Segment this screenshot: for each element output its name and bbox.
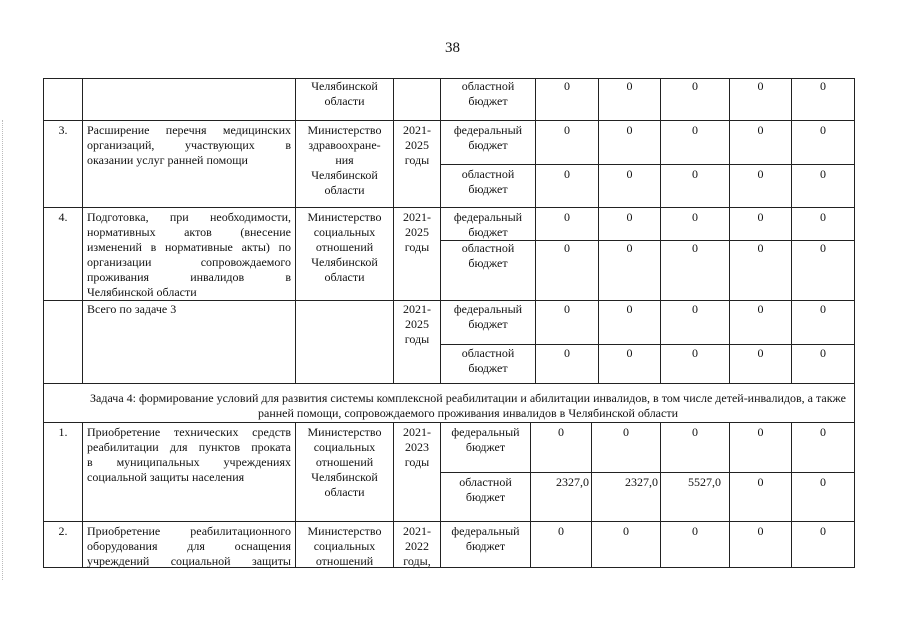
value-cell: 2327,0 — [625, 475, 658, 489]
value-cell: 0 — [692, 210, 698, 224]
value-cell: 0 — [564, 123, 570, 137]
value-cell: 0 — [626, 241, 633, 255]
source-cell: областной бюджет — [461, 346, 515, 375]
row-number: 4. — [58, 210, 68, 224]
value-cell: 0 — [757, 425, 764, 439]
value-cell: 0 — [820, 167, 826, 181]
years-cell: 2021- 2025 годы — [403, 302, 431, 346]
value-cell: 0 — [757, 167, 764, 181]
value-cell: 0 — [623, 425, 629, 439]
value-cell: 2327,0 — [556, 475, 589, 489]
value-cell: 0 — [757, 346, 764, 360]
task-heading: Задача 4: формирование условий для развития системы комплексной реабилитации и абилитации инвалидов, в том числе детей-инвалидов, а также ранней помощи, сопровождаемого проживания инвалидов в Челябинской области — [90, 391, 846, 420]
value-cell: 0 — [820, 524, 826, 538]
value-cell: 0 — [757, 524, 764, 538]
value-cell: 0 — [692, 524, 698, 538]
value-cell: 0 — [564, 241, 570, 255]
value-cell: 0 — [820, 210, 826, 224]
source-cell: областной бюджет — [461, 79, 515, 108]
source-cell: федеральный бюджет — [453, 123, 523, 152]
row-number: 2. — [58, 524, 68, 538]
value-cell: 0 — [692, 123, 698, 137]
executor-cell: Министерство социальных отношений — [307, 524, 382, 568]
value-cell: 0 — [820, 123, 826, 137]
page-number: 38 — [445, 40, 460, 56]
measure-name: Приобретение технических средств реабилитации для пунктов проката в муниципальных учреждениях социальной защиты населения — [87, 425, 291, 484]
value-cell: 5527,0 — [688, 475, 721, 489]
value-cell: 0 — [558, 524, 564, 538]
value-cell: 0 — [564, 302, 570, 316]
value-cell: 0 — [626, 210, 633, 224]
program-table — [43, 78, 855, 568]
years-cell: 2021- 2025 годы — [403, 123, 431, 167]
value-cell: 0 — [626, 123, 633, 137]
value-cell: 0 — [820, 79, 826, 93]
value-cell: 0 — [626, 346, 633, 360]
row-number: 1. — [58, 425, 68, 439]
source-cell: областной бюджет — [461, 167, 515, 196]
measure-name: Подготовка, при необходимости, нормативных актов (внесение изменений в нормативные акты) по организации сопровождаемого проживания инвалидов в Челябинской области — [87, 210, 291, 299]
value-cell: 0 — [626, 302, 633, 316]
value-cell: 0 — [564, 210, 570, 224]
executor-cell: Министерство социальных отношений Челябинской области — [307, 425, 382, 499]
value-cell: 0 — [692, 425, 698, 439]
value-cell: 0 — [820, 475, 826, 489]
value-cell: 0 — [757, 210, 764, 224]
value-cell: 0 — [757, 123, 764, 137]
value-cell: 0 — [692, 167, 698, 181]
value-cell: 0 — [757, 302, 764, 316]
scan-margin-marks — [2, 120, 5, 580]
value-cell: 0 — [820, 346, 826, 360]
value-cell: 0 — [757, 79, 764, 93]
measure-name: Расширение перечня медицинских организаций, участвующих в оказании услуг ранней помощи — [87, 123, 291, 167]
source-cell: федеральный бюджет — [453, 210, 523, 239]
value-cell: 0 — [564, 167, 570, 181]
executor-cell: Министерство здравоохране- ния Челябинской области — [307, 123, 382, 197]
value-cell: 0 — [626, 79, 633, 93]
value-cell: 0 — [623, 524, 629, 538]
measure-name: Приобретение реабилитационного оборудования для оснащения учреждений социальной защиты — [87, 524, 291, 568]
source-cell: федеральный бюджет — [451, 425, 520, 454]
source-cell: областной бюджет — [459, 475, 512, 504]
executor-cell: Челябинской области — [311, 79, 378, 108]
years-cell: 2021- 2023 годы — [403, 425, 431, 469]
value-cell: 0 — [692, 346, 698, 360]
years-cell: 2021- 2022 годы, — [403, 524, 431, 568]
row-number: 3. — [58, 123, 68, 137]
source-cell: федеральный бюджет — [451, 524, 520, 553]
value-cell: 0 — [692, 79, 698, 93]
value-cell: 0 — [564, 79, 570, 93]
value-cell: 0 — [820, 302, 826, 316]
years-cell: 2021- 2025 годы — [403, 210, 431, 254]
value-cell: 0 — [692, 241, 698, 255]
value-cell: 0 — [626, 167, 633, 181]
executor-cell: Министерство социальных отношений Челябинской области — [307, 210, 382, 284]
source-cell: федеральный бюджет — [453, 302, 523, 331]
value-cell: 0 — [564, 346, 570, 360]
value-cell: 0 — [692, 302, 698, 316]
total-label: Всего по задаче 3 — [87, 302, 177, 316]
value-cell: 0 — [757, 241, 764, 255]
value-cell: 0 — [820, 425, 826, 439]
value-cell: 0 — [820, 241, 826, 255]
source-cell: областной бюджет — [461, 241, 515, 270]
value-cell: 0 — [757, 475, 764, 489]
value-cell: 0 — [558, 425, 564, 439]
